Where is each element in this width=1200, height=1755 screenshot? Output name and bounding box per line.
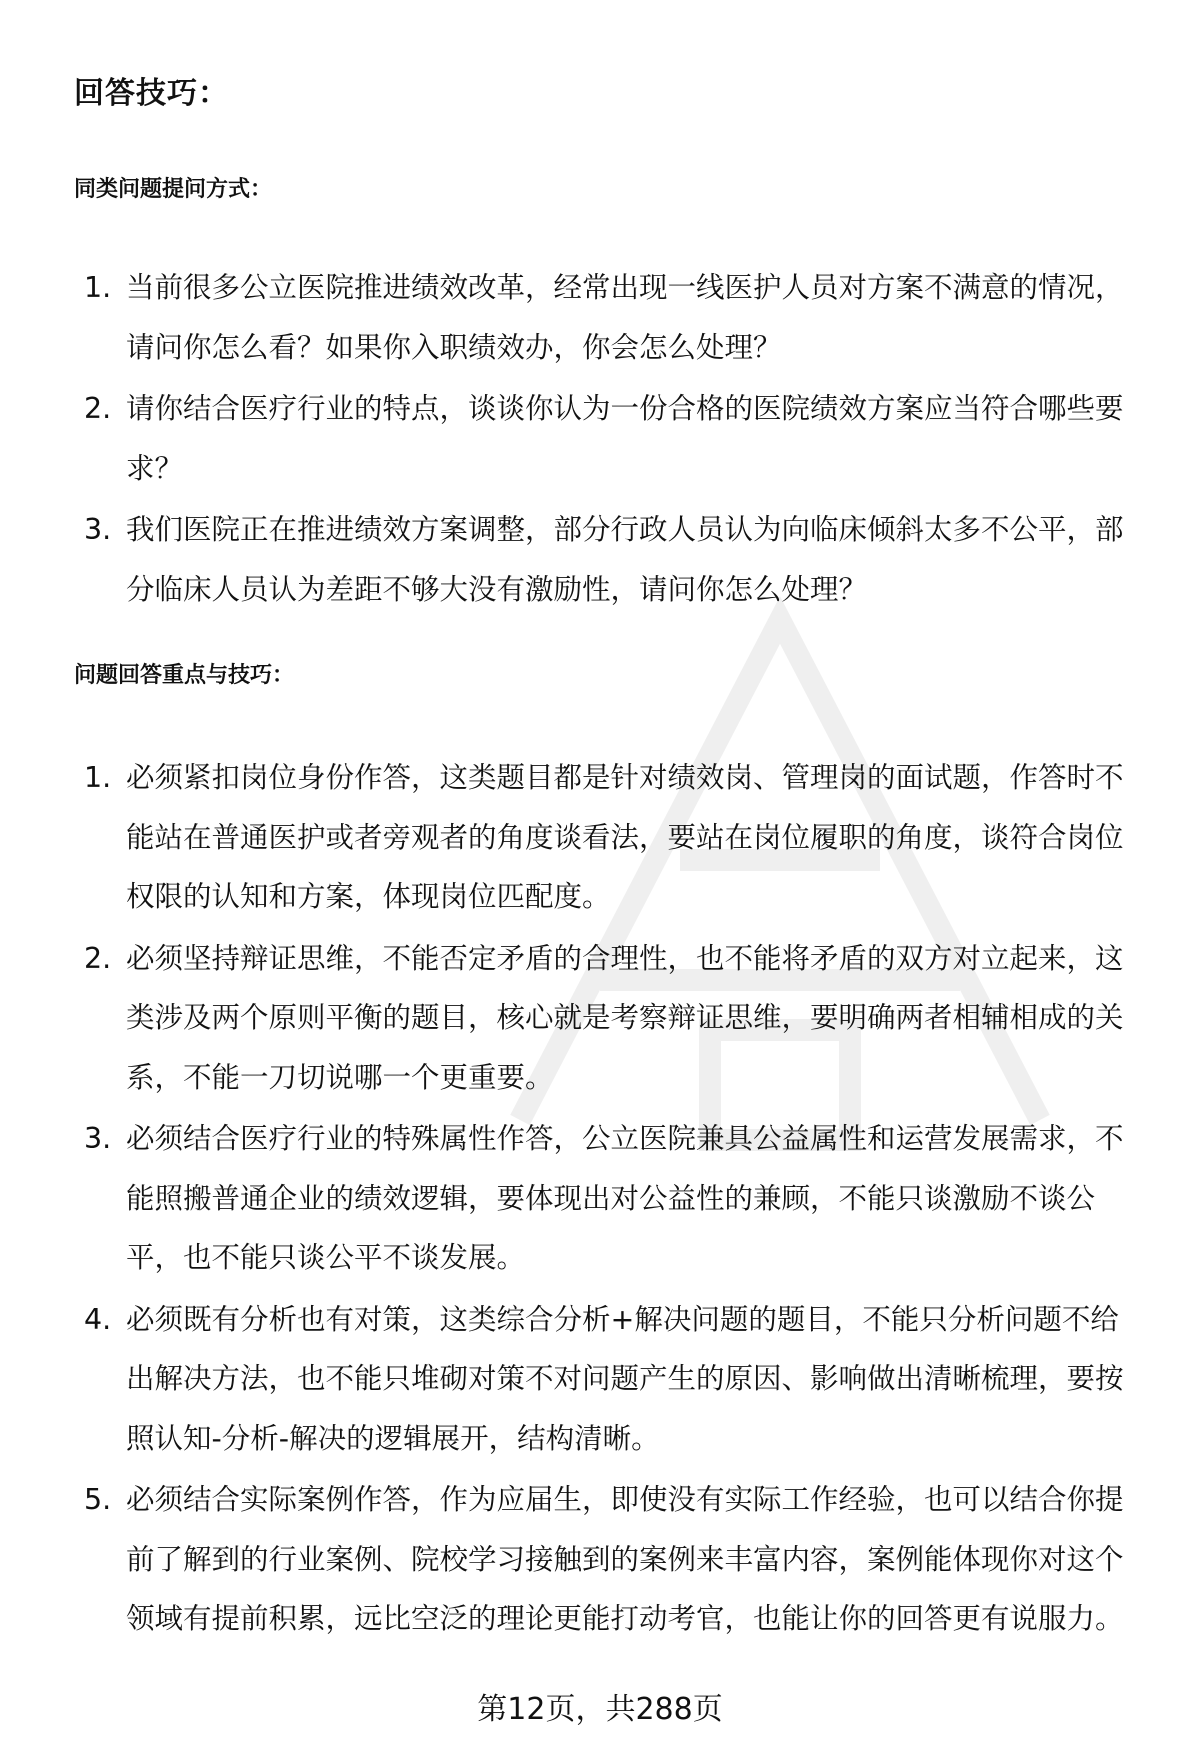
- list-item-text: 必须结合医疗行业的特殊属性作答，公立医院兼具公益属性和运营发展需求，不能照搬普通企业的绩效逻辑，要体现出对公益性的兼顾，不能只谈激励不谈公平，也不能只谈公平不谈发展。: [126, 1122, 1124, 1274]
- list-item: [74, 1290, 1144, 1469]
- list-item-text: 必须结合实际案例作答，作为应届生，即使没有实际工作经验，也可以结合你提前了解到的行业案例、院校学习接触到的案例来丰富内容，案例能体现你对这个领域有提前积累，远比空泛的理论更能打动考官，也能让你的回答更有说服力。: [126, 1483, 1124, 1635]
- list-item: [74, 929, 1144, 1108]
- list-item-number: 2.: [84, 392, 112, 425]
- list-item-number: 3.: [84, 1122, 112, 1155]
- list-item-number: 1.: [84, 761, 112, 794]
- list-item-text: 请你结合医疗行业的特点，谈谈你认为一份合格的医院绩效方案应当符合哪些要求？: [126, 392, 1124, 485]
- list-item-text: 必须坚持辩证思维，不能否定矛盾的合理性，也不能将矛盾的双方对立起来，这类涉及两个原则平衡的题目，核心就是考察辩证思维，要明确两者相辅相成的关系，不能一刀切说哪一个更重要。: [126, 941, 1124, 1094]
- list-item: [74, 748, 1144, 927]
- section-title-question-forms: 同类问题提问方式：: [74, 177, 273, 202]
- list-item: [74, 1109, 1144, 1288]
- list-item-text: 当前很多公立医院推进绩效改革，经常出现一线医护人员对方案不满意的情况，请问你怎么看？如果你入职绩效办，你会怎么处理？: [126, 271, 1124, 364]
- list-item-number: 2.: [84, 941, 112, 975]
- list-item-text: 必须既有分析也有对策，这类综合分析+解决问题的题目，不能只分析问题不给出解决方法，也不能只堆砌对策不对问题产生的原因、影响做出清晰梳理，要按照认知-分析-解决的逻辑展开，结构清晰。: [126, 1302, 1124, 1455]
- list-item-number: 5.: [84, 1483, 112, 1516]
- list-item-text: 必须紧扣岗位身份作答，这类题目都是针对绩效岗、管理岗的面试题，作答时不能站在普通医护或者旁观者的角度谈看法，要站在岗位履职的角度，谈符合岗位权限的认知和方案，体现岗位匹配度。: [126, 761, 1124, 913]
- list-item: [74, 1470, 1144, 1649]
- page-heading: 回答技巧：: [74, 76, 229, 111]
- question-forms-list: [74, 258, 1144, 621]
- list-item-number: 4.: [84, 1302, 112, 1336]
- section-title-answer-tips: 问题回答重点与技巧：: [74, 663, 295, 688]
- answer-tips-list: [74, 748, 1144, 1651]
- list-item: [74, 258, 1144, 377]
- list-item-number: 3.: [84, 513, 112, 546]
- page-number-footer: 第12页，共288页: [477, 1692, 723, 1727]
- list-item: [74, 379, 1144, 498]
- list-item-text: 我们医院正在推进绩效方案调整，部分行政人员认为向临床倾斜太多不公平，部分临床人员认为差距不够大没有激励性，请问你怎么处理？: [126, 513, 1124, 606]
- list-item-number: 1.: [84, 271, 112, 304]
- list-item: [74, 500, 1144, 619]
